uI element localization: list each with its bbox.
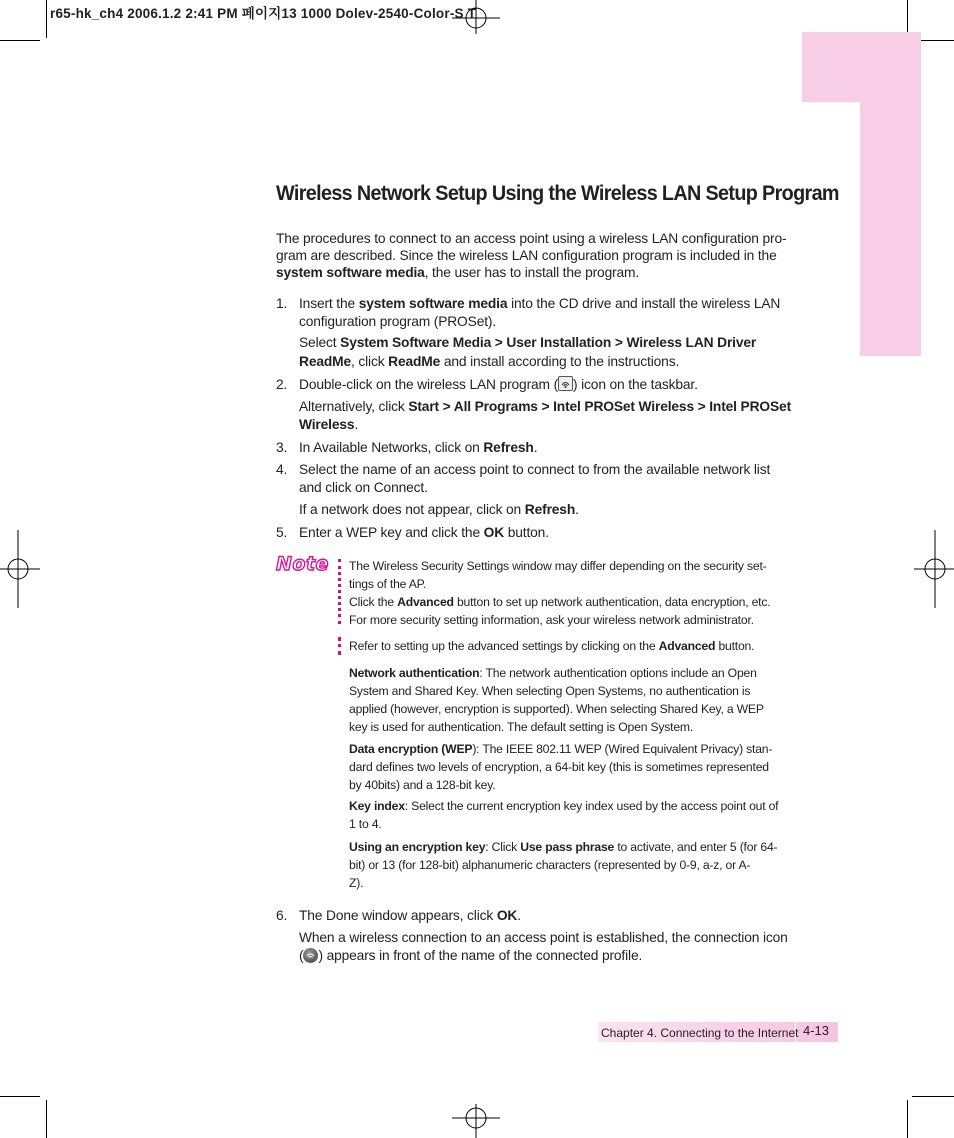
chapter-tab: [802, 32, 921, 102]
note-key-index: Key index: Select the current encryption key index used by the access point out of 1 to 4.: [349, 799, 779, 831]
step-number: 6.: [276, 908, 288, 923]
chapter-tab: [860, 100, 921, 356]
registration-mark-icon: [0, 530, 40, 608]
note-using-encryption-key: Using an encryption key: Click Use pass phrase to activate, and enter 5 (for 64- bit) or 13 (for 128-bit) alphanumeric characters (represented by 0-9, a-z, or A- Z).: [349, 840, 778, 890]
note-block: The Wireless Security Settings window may differ depending on the security set- tings of the AP. Click the Advanced button to set up network authentication, data encryption, etc. For more security setting information, ask your wireless network administrator.: [349, 559, 771, 627]
registration-mark-icon: [452, 1104, 500, 1138]
wireless-lan-program-icon: [558, 376, 573, 391]
note-divider: [338, 637, 344, 655]
note-network-authentication: Network authentication: The network authentication options include an Open System and Shared Key. When selecting Open Systems, no authentication is applied (however, encryption is supported). When selecting Shared Key, a WEP key is used for authentication. The default setting is Open System.: [349, 666, 764, 734]
crop-mark: [46, 1100, 47, 1138]
step-number: 4.: [276, 462, 288, 477]
intro-paragraph: The procedures to connect to an access point using a wireless LAN configuration pro- gram are described. Since the wireless LAN configuration program is included in the system software media, the user has to install the program.: [276, 231, 787, 280]
page-number: 4-13: [803, 1023, 830, 1038]
step-number: 3.: [276, 440, 288, 455]
step-4: Select the name of an access point to connect to from the available network list and click on Connect. If a network does not appear, click on Refresh.: [299, 462, 771, 517]
connection-icon: [303, 948, 318, 963]
note-label: Note: [276, 553, 329, 575]
crop-mark: [912, 1096, 954, 1097]
note-data-encryption: Data encryption (WEP): The IEEE 802.11 WEP (Wired Equivalent Privacy) stan- dard defines two levels of encryption, a 64-bit key (this is sometimes represented by 40bits) and a 128-bit key.: [349, 742, 773, 792]
step-6: The Done window appears, click OK. When a wireless connection to an access point is established, the connection icon ( ) appears in front of the name of the connected profile.: [299, 908, 788, 963]
step-number: 2.: [276, 377, 288, 392]
step-3: In Available Networks, click on Refresh.: [299, 440, 538, 455]
crop-mark: [0, 1096, 40, 1097]
note-block: Refer to setting up the advanced settings by clicking on the Advanced button.: [349, 639, 755, 653]
registration-mark-icon: [914, 530, 954, 608]
crop-mark: [46, 0, 47, 38]
step-number: 5.: [276, 525, 288, 540]
step-2: Double-click on the wireless LAN program ( ) icon on the taskbar. Alternatively, click Start > All Programs > Intel PROSet Wireless > Intel PROSet Wireless.: [299, 377, 792, 432]
footer-chapter: Chapter 4. Connecting to the Internet: [601, 1026, 799, 1040]
page-title: Wireless Network Setup Using the Wireless LAN Setup Program: [276, 181, 839, 205]
crop-mark: [0, 40, 40, 41]
step-1: Insert the system software media into the CD drive and install the wireless LAN configuration program (PROSet). Select System Software Media > User Installation > Wireless LAN Driver ReadMe, click ReadMe and install according to the instructions.: [299, 296, 781, 369]
step-number: 1.: [276, 296, 288, 311]
print-header: r65-hk_ch4 2006.1.2 2:41 PM 페이지13 1000 Dolev-2540-Color-S T: [50, 6, 477, 21]
crop-mark: [907, 1100, 908, 1138]
step-5: Enter a WEP key and click the OK button.: [299, 525, 549, 540]
note-divider: [338, 559, 344, 624]
